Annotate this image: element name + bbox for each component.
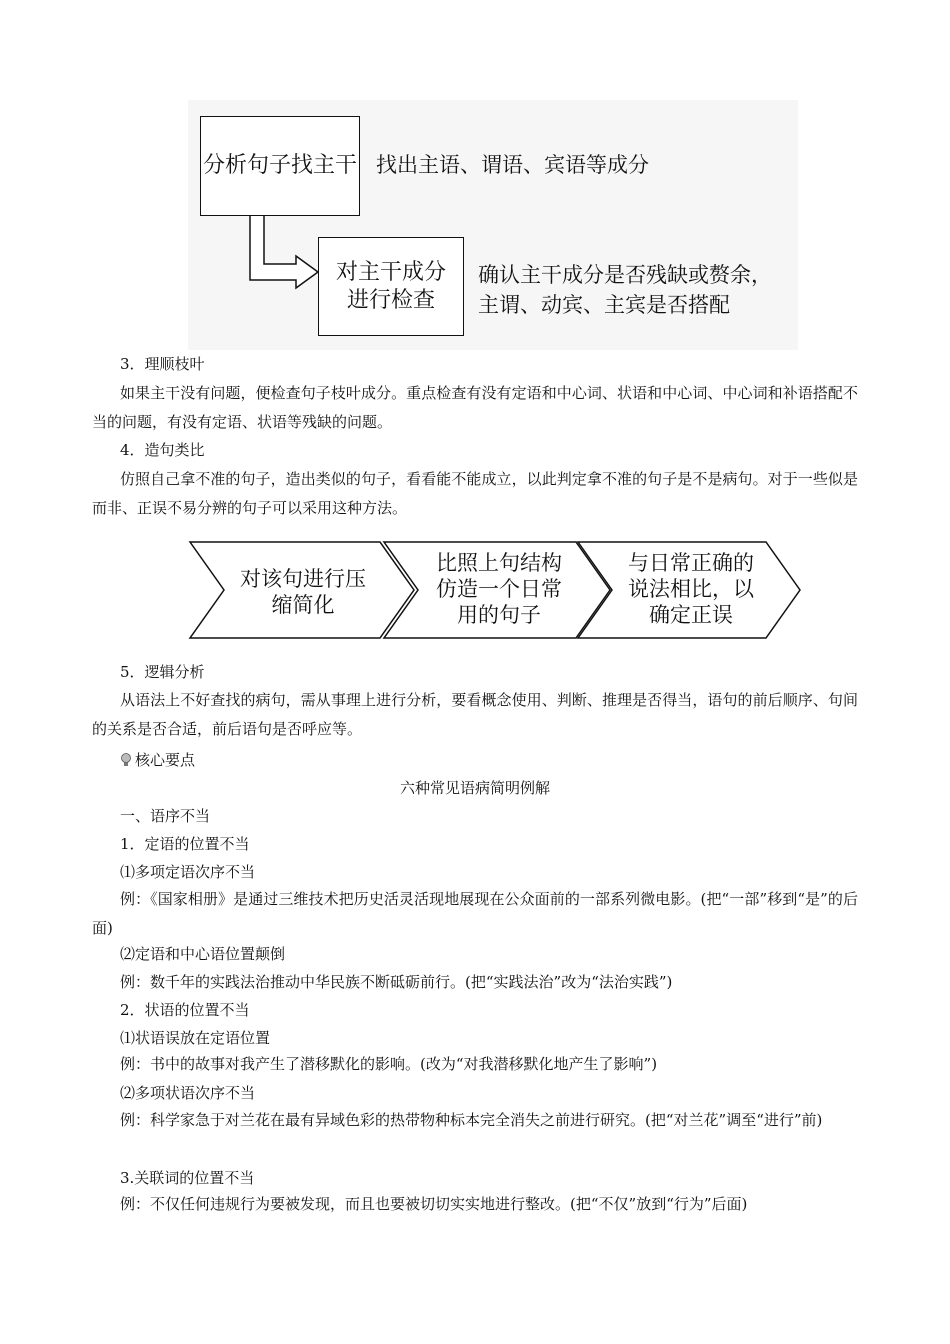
chevron-step-2-line1: 比照上句结构 <box>436 551 562 575</box>
diagram-box-check-line2: 进行检查 <box>346 287 435 313</box>
chevron-step-2-line2: 仿造一个日常 <box>436 577 562 601</box>
section-heading-3: 3．理顺枝叶 <box>120 355 205 373</box>
chevron-step-1-line1: 对该句进行压 <box>240 567 366 591</box>
diagram-text-confirm <box>478 260 772 320</box>
diagram-text-confirm-line1: 确认主干成分是否残缺或赘余， <box>478 263 772 287</box>
line-conjunction-position: 3.关联词的位置不当 <box>120 1169 255 1187</box>
chevron-step-2-line3: 用的句子 <box>457 603 541 627</box>
line-example-1: 例：《国家相册》是通过三维技术把历史活灵活现地展现在公众面前的一部系列微电影。(把“一部”移到“是”的后面) <box>92 890 858 937</box>
diagram-text-find-components: 找出主语、谓语、宾语等成分 <box>376 153 649 177</box>
line-example-2: 例：数千年的实践法治推动中华民族不断砥砺前行。(把“实践法治”改为“法治实践”) <box>120 973 673 991</box>
diagram-box-check <box>318 237 464 336</box>
section-body-3: 如果主干没有问题，便检查句子枝叶成分。重点检查有没有定语和中心词、状语和中心词、中心词和补语搭配不当的问题，有没有定语、状语等残缺的问题。 <box>92 384 858 431</box>
core-points-text: 核心要点 <box>135 751 196 769</box>
section-body-4: 仿照自己拿不准的句子，造出类似的句子，看看能不能成立，以此判定拿不准的句子是不是病句。对于一些似是而非、正误不易分辨的句子可以采用这种方法。 <box>92 470 858 517</box>
line-attributive-reversed: ⑵定语和中心语位置颠倒 <box>120 945 286 963</box>
flow-diagram-check-trunk <box>188 100 798 350</box>
chevron-step-1-text <box>228 552 378 632</box>
line-multi-attributive: ⑴多项定语次序不当 <box>120 863 256 881</box>
line-adverbial-position: 2．状语的位置不当 <box>120 1001 250 1019</box>
line-word-order: 一、语序不当 <box>120 807 211 825</box>
section-title-six-errors: 六种常见语病简明例解 <box>399 779 550 797</box>
chevron-step-2-text <box>424 544 574 634</box>
section-heading-5: 5．逻辑分析 <box>120 663 205 681</box>
chevron-step-3-line3: 确定正误 <box>649 603 733 627</box>
diagram-box-analyze <box>200 116 360 216</box>
section-heading-4: 4．造句类比 <box>120 441 205 459</box>
line-attributive-position: 1．定语的位置不当 <box>120 835 250 853</box>
chevron-step-3-line1: 与日常正确的 <box>628 551 754 575</box>
line-adverbial-misplaced: ⑴状语误放在定语位置 <box>120 1029 271 1047</box>
line-multi-adverbial: ⑵多项状语次序不当 <box>120 1084 256 1102</box>
diagram-box-check-line1: 对主干成分 <box>335 259 446 285</box>
lightbulb-icon <box>120 753 132 767</box>
chevron-step-3-text <box>616 544 766 634</box>
diagram-box-analyze-label: 分析句子找主干 <box>202 153 357 178</box>
diagram-text-confirm-line2: 主谓、动宾、主宾是否搭配 <box>478 293 730 317</box>
chevron-step-3-line2: 说法相比，以 <box>628 577 754 601</box>
chevron-process-diagram <box>188 530 808 650</box>
bent-arrow-icon <box>238 216 328 296</box>
chevron-step-1-line2: 缩简化 <box>271 593 335 617</box>
line-example-4: 例：科学家急于对兰花在最有异域色彩的热带物种标本完全消失之前进行研究。(把“对兰花”调至“进行”前) <box>120 1111 823 1129</box>
core-points-label <box>120 750 195 770</box>
line-example-3: 例：书中的故事对我产生了潜移默化的影响。(改为“对我潜移默化地产生了影响”) <box>120 1055 658 1073</box>
line-example-5: 例：不仅任何违规行为要被发现，而且也要被切切实实地进行整改。(把“不仅”放到“行为”后面) <box>120 1195 748 1213</box>
section-body-5: 从语法上不好查找的病句，需从事理上进行分析，要看概念使用、判断、推理是否得当，语句的前后顺序、句间的关系是否合适，前后语句是否呼应等。 <box>92 691 858 738</box>
